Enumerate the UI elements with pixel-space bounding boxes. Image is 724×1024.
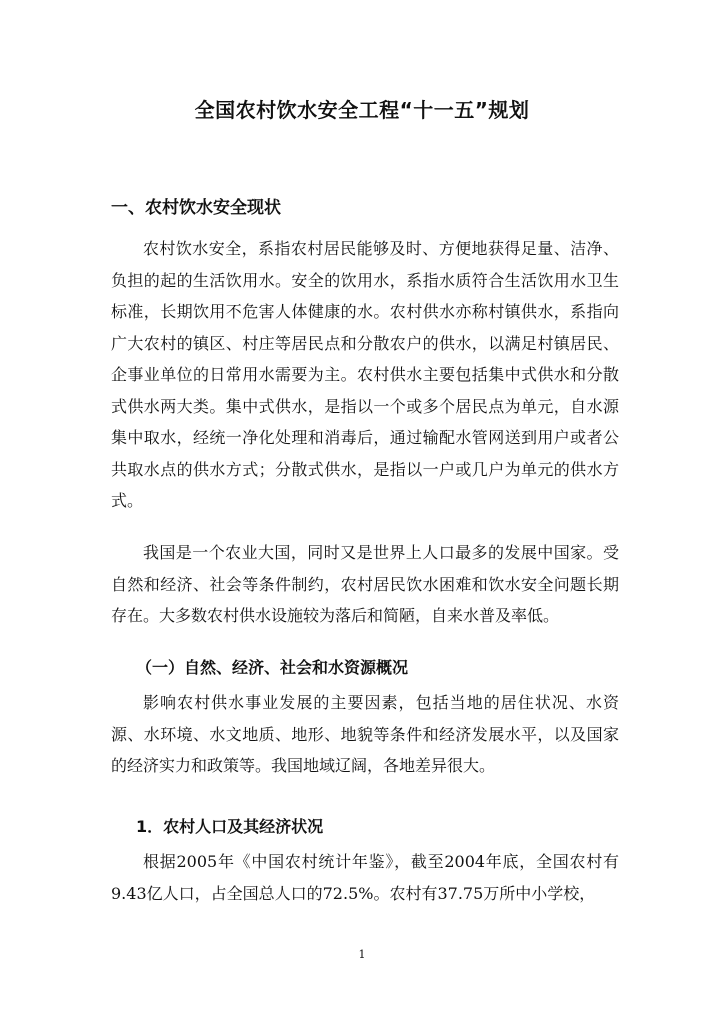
subsection-heading: （一）自然、经济、社会和水资源概况 [136,658,409,677]
paragraph: 根据2005年《中国农村统计年鉴》，截至2004年底，全国农村有9.43亿人口，占全国总人口的72.5%。农村有37.75万所中小学校， [111,852,619,903]
paragraph: 农村饮水安全，系指农村居民能够及时、方便地获得足量、洁净、负担的起的生活饮用水。安全的饮用水，系指水质符合生活饮用水卫生标准，长期饮用不危害人体健康的水。农村供水亦称村镇供水，系指向广大农村的镇区、村庄等居民点和分散农户的供水，以满足村镇居民、企事业单位的日常用水需要为主。农村供水主要包括集中式供水和分散式供水两大类。集中式供水，是指以一个或多个居民点为单元，自水源集中取水，经统一净化处理和消毒后，通过输配水管网送到用户或者公共取水点的供水方式；分散式供水，是指以一户或几户为单元的供水方式。 [111,239,619,510]
section-heading: 一、农村饮水安全现状 [111,198,281,218]
paragraph: 影响农村供水事业发展的主要因素，包括当地的居住状况、水资源、水环境、水文地质、地形、地貌等条件和经济发展水平，以及国家的经济实力和政策等。我国地域辽阔，各地差异很大。 [111,693,619,775]
document-title: 全国农村饮水安全工程“十一五”规划 [194,98,530,122]
subsubsection-heading: 1．农村人口及其经济状况 [136,817,324,836]
paragraph: 我国是一个农业大国，同时又是世界上人口最多的发展中国家。受自然和经济、社会等条件制约，农村居民饮水困难和饮水安全问题长期存在。大多数农村供水设施较为落后和简陋，自来水普及率低。 [111,543,619,625]
page-number: 1 [358,948,366,961]
